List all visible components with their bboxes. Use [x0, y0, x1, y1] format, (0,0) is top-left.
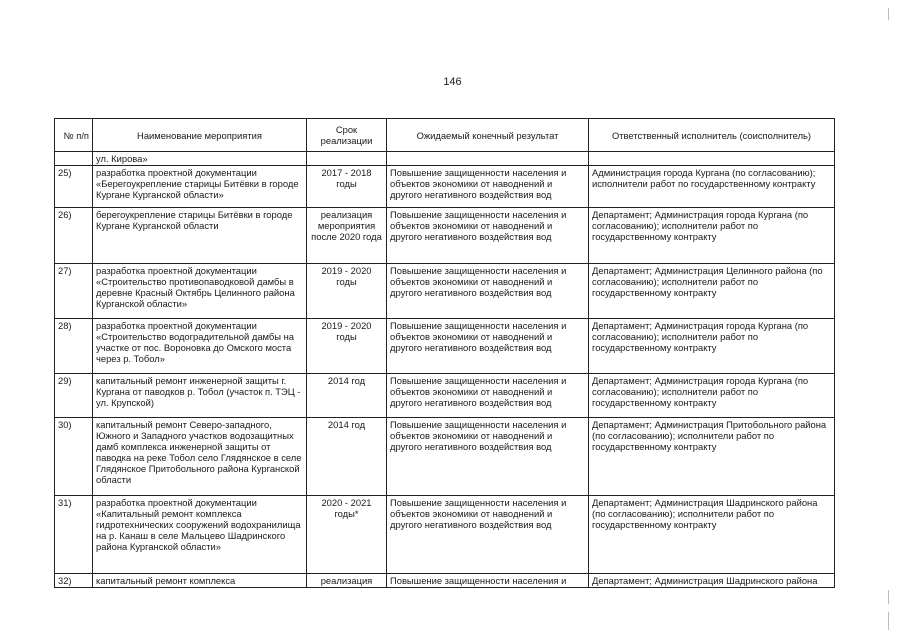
table-row: [55, 319, 835, 374]
row-term: реализация мероприятия после 2020 года: [307, 208, 387, 264]
row-num: 26): [55, 208, 93, 264]
row-result: Повышение защищенности населения и объектов экономики от наводнений и другого негативного воздействия вод: [387, 418, 589, 496]
table-row: [55, 418, 835, 496]
row-executor: Департамент; Администрация Целинного района (по согласованию); исполнители работ по государственному контракту: [589, 264, 835, 319]
row-result: Повышение защищенности населения и объектов экономики от наводнений и другого негативного воздействия вод: [387, 496, 589, 574]
page-number: 146: [443, 76, 462, 88]
measures-table: [54, 118, 835, 588]
row-term: 2017 - 2018 годы: [307, 166, 387, 208]
row-executor: Департамент; Администрация города Кургана (по согласованию); исполнители работ по государственному контракту: [589, 374, 835, 418]
table-row: [55, 496, 835, 574]
row-executor: Департамент; Администрация Шадринского района (по согласованию); исполнители работ по государственному контракту: [589, 496, 835, 574]
scan-edge-mark: [888, 612, 889, 630]
row-num: 25): [55, 166, 93, 208]
row-name: берегоукрепление старицы Битёвки в городе Кургане Курганской области: [93, 208, 307, 264]
scan-edge-mark: [888, 8, 889, 20]
row-name: разработка проектной документации «Строительство водоградительной дамбы на участке от пос. Вороновка до Омского моста через р. Тобол»: [93, 319, 307, 374]
row-num: 32): [55, 574, 93, 588]
row-name: капитальный ремонт комплекса: [93, 574, 307, 588]
row-name: разработка проектной документации «Капитальный ремонт комплекса гидротехнических сооружений водохранилища на р. Канаш в селе Мальцево Шадринского района Курганской области»: [93, 496, 307, 574]
row-name: разработка проектной документации «Строительство противопаводковой дамбы в деревне Красный Октябрь Целинного района Курганской области»: [93, 264, 307, 319]
header-executor: Ответственный исполнитель (соисполнитель): [589, 119, 835, 152]
row-executor: Департамент; Администрация Шадринского района: [589, 574, 835, 588]
row-num: 30): [55, 418, 93, 496]
row-term: реализация: [307, 574, 387, 588]
row-term: 2020 - 2021 годы*: [307, 496, 387, 574]
table-row: [55, 374, 835, 418]
table-row: [55, 166, 835, 208]
row-result: Повышение защищенности населения и: [387, 574, 589, 588]
row-result: Повышение защищенности населения и объектов экономики от наводнений и другого негативного воздействия вод: [387, 208, 589, 264]
table-header-row: [55, 119, 835, 152]
header-term: Срок реализации: [307, 119, 387, 152]
row-name: разработка проектной документации «Берегоукрепление старицы Битёвки в городе Кургане Курганской области»: [93, 166, 307, 208]
row-executor: Департамент; Администрация города Кургана (по согласованию); исполнители работ по государственному контракту: [589, 319, 835, 374]
table-row: [55, 264, 835, 319]
row-executor: Департамент; Администрация Притобольного района (по согласованию); исполнители работ по государственному контракту: [589, 418, 835, 496]
row-result: Повышение защищенности населения и объектов экономики от наводнений и другого негативного воздействия вод: [387, 264, 589, 319]
scan-edge-mark: [888, 590, 889, 604]
row-num: 31): [55, 496, 93, 574]
row-result: Повышение защищенности населения и объектов экономики от наводнений и другого негативного воздействия вод: [387, 319, 589, 374]
row-term: 2019 - 2020 годы: [307, 264, 387, 319]
row-executor: Администрация города Кургана (по согласованию); исполнители работ по государственному контракту: [589, 166, 835, 208]
row-name: капитальный ремонт Северо-западного, Южного и Западного участков водозащитных дамб комплекса инженерной защиты от паводка на реке Тобол село Глядянское в селе Глядянское Притобольного района Курганской области: [93, 418, 307, 496]
continuation-text: ул. Кирова»: [93, 152, 307, 166]
row-num: 28): [55, 319, 93, 374]
row-result: Повышение защищенности населения и объектов экономики от наводнений и другого негативного воздействия вод: [387, 374, 589, 418]
row-term: 2019 - 2020 годы: [307, 319, 387, 374]
header-name: Наименование мероприятия: [93, 119, 307, 152]
table-row: [55, 574, 835, 588]
continuation-row: [55, 152, 835, 166]
header-result: Ожидаемый конечный результат: [387, 119, 589, 152]
row-name: капитальный ремонт инженерной защиты г. Кургана от паводков р. Тобол (участок п. ТЭЦ - ул. Крупской): [93, 374, 307, 418]
header-num: № п/п: [55, 119, 93, 152]
table-row: [55, 208, 835, 264]
row-num: 27): [55, 264, 93, 319]
row-term: 2014 год: [307, 374, 387, 418]
row-result: Повышение защищенности населения и объектов экономики от наводнений и другого негативного воздействия вод: [387, 166, 589, 208]
row-num: 29): [55, 374, 93, 418]
row-term: 2014 год: [307, 418, 387, 496]
row-executor: Департамент; Администрация города Кургана (по согласованию); исполнители работ по государственному контракту: [589, 208, 835, 264]
